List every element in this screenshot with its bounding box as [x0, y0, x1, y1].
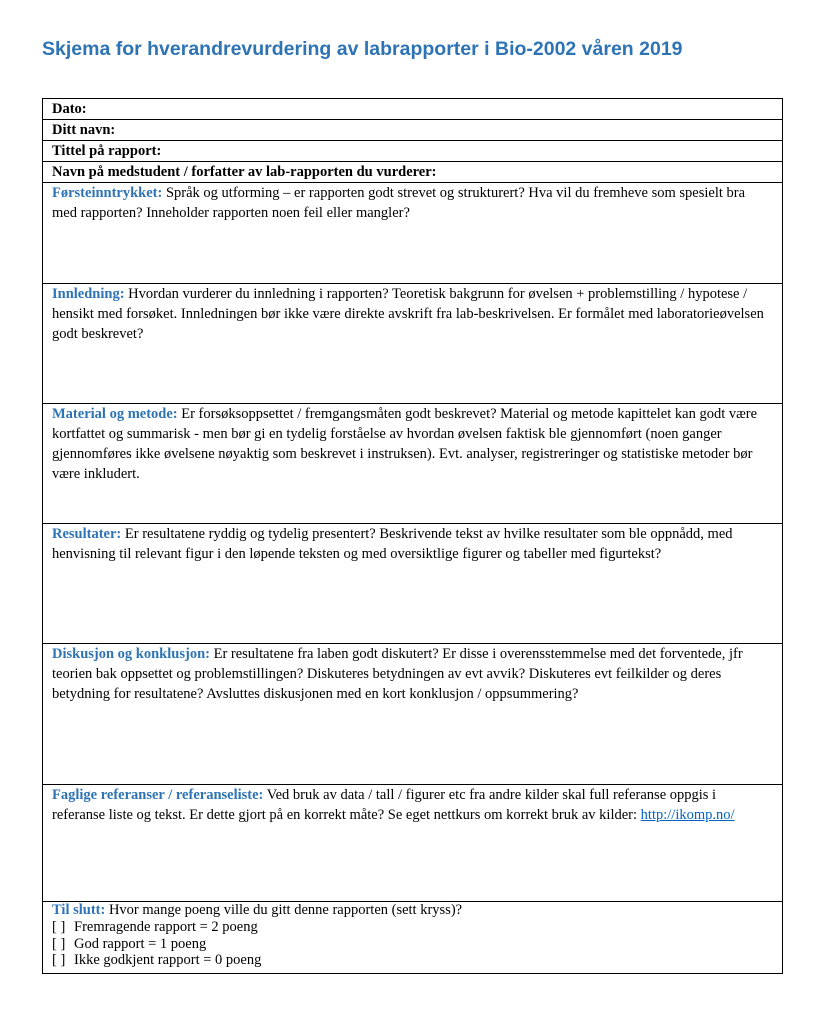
section-final-score: [43, 901, 782, 973]
section-text: Språk og utforming – er rapporten godt strevet og strukturert? Hva vil du fremheve som spesielt bra med rapporten? Inneholder rapporten noen feil eller mangler?: [52, 185, 746, 221]
option-label: God rapport = 1 poeng: [74, 935, 207, 952]
section-text: Er resultatene fra laben godt diskutert? Er disse i overensstemmelse med det forventede, jfr teorien bak oppsettet og problemstillingen? Diskuteres betydningen av evt avvik? Diskuteres evt feilkilder og deres betydning for resultatene? Avsluttes diskusjonen med en kort konklusjon / oppsummering?: [52, 646, 743, 702]
ikomp-link[interactable]: http://ikomp.no/: [640, 807, 735, 823]
review-form: [42, 98, 783, 974]
section-label: Førsteinntrykket:: [52, 185, 163, 201]
section-text: Er resultatene ryddig og tydelig presentert? Beskrivende tekst av hvilke resultater som ble oppnådd, med henvisning til relevant figur i den løpende teksten og med oversiktlige figurer og tabeller med figurtekst?: [52, 526, 733, 562]
section-references[interactable]: [43, 784, 782, 901]
section-results[interactable]: [43, 523, 782, 643]
section-label: Faglige referanser / referanseliste:: [52, 787, 264, 803]
author-label: Navn på medstudent / forfatter av lab-rapporten du vurderer:: [52, 164, 437, 180]
your-name-label: Ditt navn:: [52, 122, 116, 138]
section-text: Hvordan vurderer du innledning i rapporten? Teoretisk bakgrunn for øvelsen + problemstilling / hypotese / hensikt med forsøket. Innledningen bør ikke være direkte avskrift fra lab-beskrivelsen. Er formålet med laboratorieøvelsen godt beskrevet?: [52, 286, 764, 342]
checkbox[interactable]: [ ]: [52, 919, 66, 935]
report-title-label: Tittel på rapport:: [52, 143, 162, 159]
section-methods[interactable]: [43, 403, 782, 523]
date-row[interactable]: [43, 99, 782, 119]
document-title: Skjema for hverandrevurdering av labrapporter i Bio-2002 våren 2019: [42, 38, 683, 60]
checkbox[interactable]: [ ]: [52, 935, 66, 952]
date-label: Dato:: [52, 101, 87, 117]
option-not-approved: [52, 952, 772, 969]
section-introduction[interactable]: [43, 283, 782, 403]
option-good: [52, 936, 772, 953]
section-text: Ved bruk av data / tall / figurer etc fra andre kilder skal full referanse oppgis i referanse liste og tekst. Er dette gjort på en korrekt måte? Se eget nettkurs om korrekt bruk av kilder:: [52, 787, 717, 823]
section-text: Er forsøksoppsettet / fremgangsmåten godt beskrevet? Material og metode kapittelet kan godt være kortfattet og summarisk - men bør gi en tydelig forståelse av hvordan øvelsen faktisk ble gjennomført (noen ganger gjennomføres ikke øvelsene nøyaktig som beskrevet i instruksen). Evt. analyser, registreringer og statistiske metoder bør være inkludert.: [52, 406, 758, 482]
section-first-impression[interactable]: [43, 182, 782, 283]
section-label: Innledning:: [52, 286, 125, 302]
author-row[interactable]: [43, 161, 782, 182]
section-label: Resultater:: [52, 526, 122, 542]
section-discussion[interactable]: [43, 643, 782, 784]
name-row[interactable]: [43, 119, 782, 140]
section-label: Diskusjon og konklusjon:: [52, 646, 210, 662]
option-label: Ikke godkjent rapport = 0 poeng: [74, 952, 262, 968]
section-text: Hvor mange poeng ville du gitt denne rapporten (sett kryss)?: [105, 902, 463, 918]
checkbox[interactable]: [ ]: [52, 952, 66, 968]
option-label: Fremragende rapport = 2 poeng: [74, 919, 258, 935]
section-label: Material og metode:: [52, 406, 178, 422]
section-label: Til slutt:: [52, 902, 106, 918]
report-title-row[interactable]: [43, 140, 782, 161]
option-excellent: [52, 919, 772, 936]
